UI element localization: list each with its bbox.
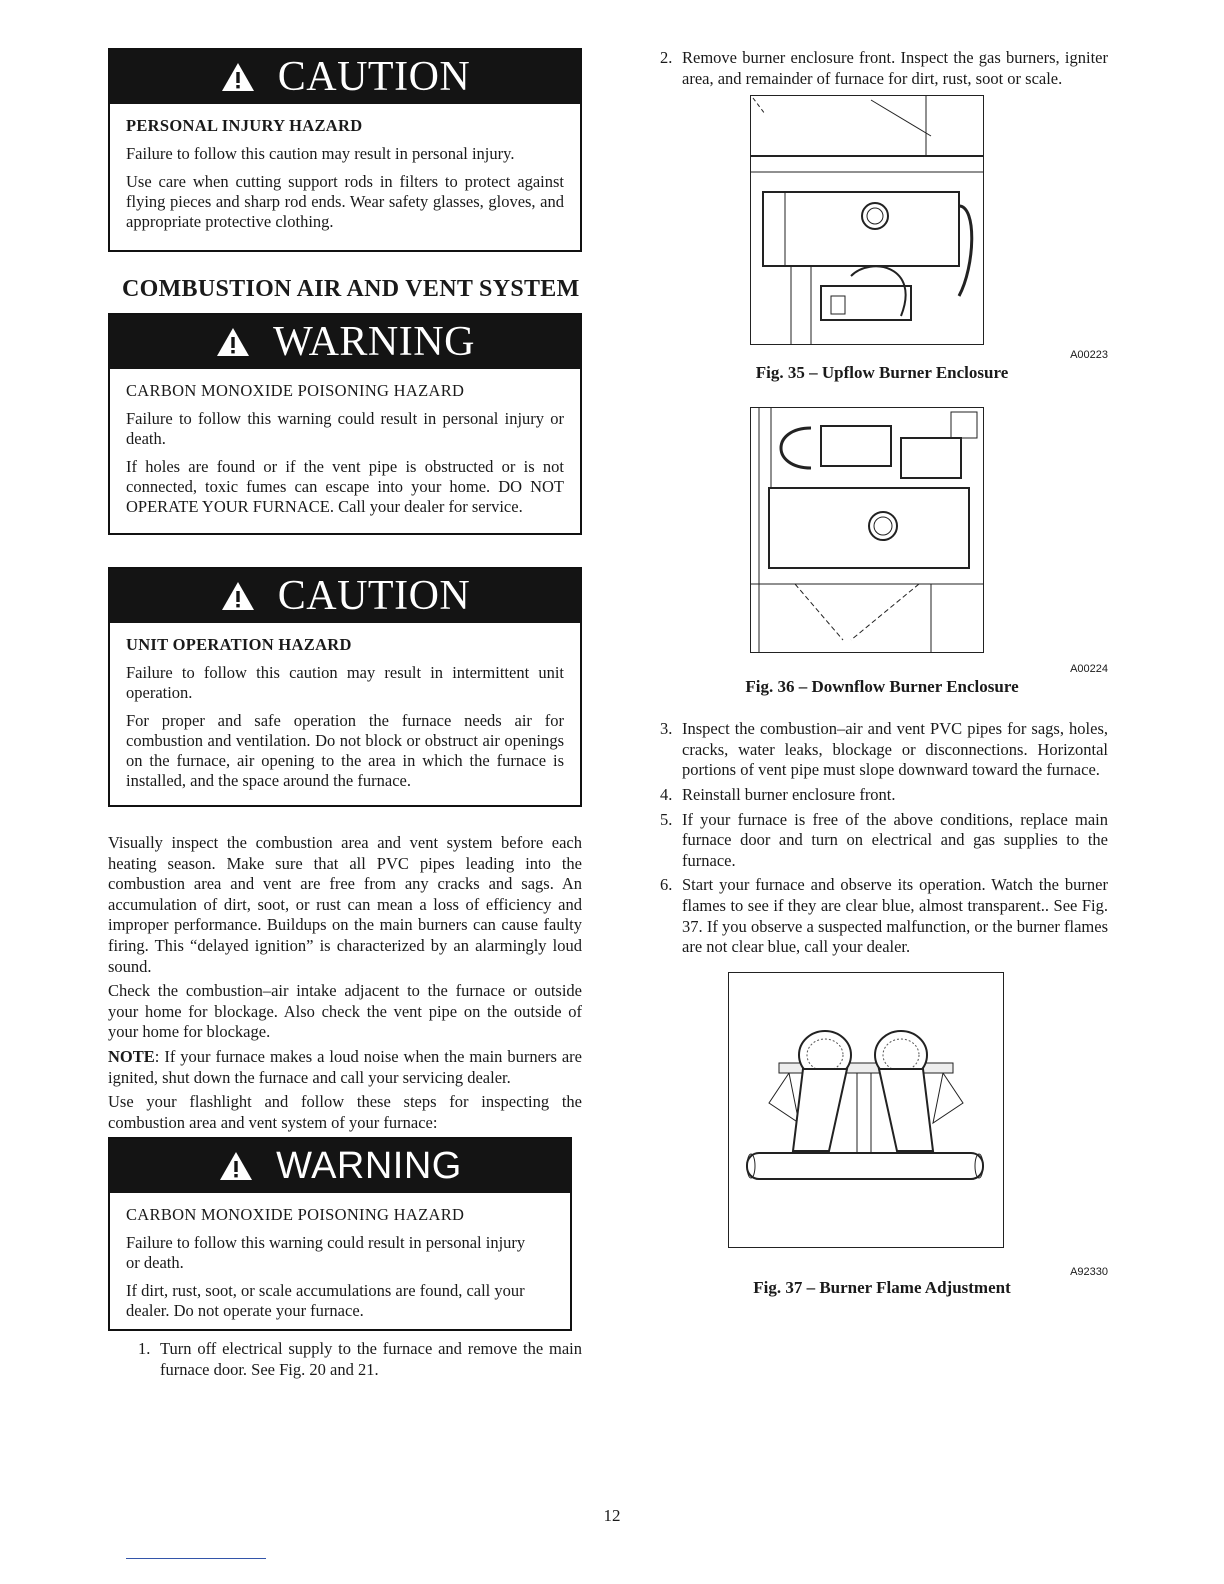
hazard-title: PERSONAL INJURY HAZARD bbox=[126, 116, 363, 135]
body-paragraph: Use your flashlight and follow these steps for inspecting the combustion area and vent system of your furnace: bbox=[108, 1092, 582, 1132]
warning-header bbox=[110, 315, 580, 369]
hazard-text: Use care when cutting support rods in filters to protect against flying pieces and sharp rod ends. Wear safety glasses, gloves, and appropriate protective clothing. bbox=[126, 172, 564, 231]
caution-header bbox=[110, 569, 580, 623]
list-item: 4. Reinstall burner enclosure front. bbox=[660, 784, 896, 804]
list-item: 3. Inspect the combustion–air and vent PVC pipes for sags, holes, cracks, water leaks, blockage or disconnections. Horizontal portions of vent pipe must slope downward toward the furnace. bbox=[660, 719, 1108, 780]
list-item: 5. If your furnace is free of the above conditions, replace main furnace door and turn on electrical and gas supplies to the furnace. bbox=[660, 809, 1108, 870]
downflow-burner-enclosure-drawing bbox=[751, 408, 983, 652]
figure-code: A00224 bbox=[1070, 663, 1108, 676]
steps-list-right-top bbox=[656, 48, 1108, 89]
section-title: COMBUSTION AIR AND VENT SYSTEM bbox=[122, 276, 580, 302]
caution-box-personal-injury bbox=[108, 48, 582, 252]
steps-list-left bbox=[108, 1339, 582, 1380]
caution-heading: CAUTION bbox=[277, 54, 471, 100]
figure-caption: Fig. 36 – Downflow Burner Enclosure bbox=[745, 677, 1019, 697]
hazard-text: Failure to follow this caution may result in personal injury. bbox=[126, 144, 515, 163]
warning-heading: WARNING bbox=[276, 1144, 462, 1187]
warning-triangle-icon bbox=[220, 580, 256, 612]
warning-triangle-icon bbox=[218, 1150, 254, 1182]
list-item: 6. Start your furnace and observe its operation. Watch the burner flames to see if they are clear blue, almost transparent.. See Fig. 37. If you observe a suspected malfunction, or the burner flames are not clear blue, call your dealer. bbox=[660, 875, 1108, 957]
body-paragraph: Check the combustion–air intake adjacent to the furnace or outside your home for blockage. Also check the vent pipe on the outside of your home for blockage. bbox=[108, 981, 582, 1042]
list-item: 1. Turn off electrical supply to the furnace and remove the main furnace door. See Fig. 20 and 21. bbox=[138, 1339, 582, 1379]
hazard-title: CARBON MONOXIDE POISONING HAZARD bbox=[126, 381, 465, 400]
list-item: 2. Remove burner enclosure front. Inspect the gas burners, igniter area, and remainder of furnace for dirt, rust, soot or scale. bbox=[660, 48, 1108, 88]
warning-triangle-icon bbox=[215, 326, 251, 358]
caution-box-unit-operation bbox=[108, 567, 582, 807]
figure-36 bbox=[656, 407, 1108, 699]
hazard-text: Failure to follow this caution may result in intermittent unit operation. bbox=[126, 663, 564, 702]
warning-heading: WARNING bbox=[273, 319, 475, 365]
warning-triangle-icon bbox=[220, 61, 256, 93]
figure-image bbox=[728, 972, 1004, 1248]
note-text: : If your furnace makes a loud noise when the main burners are ignited, shut down the furnace and call your servicing dealer. bbox=[108, 1046, 582, 1087]
page-number: 12 bbox=[603, 1506, 621, 1525]
burner-flame-drawing bbox=[729, 973, 1003, 1247]
note-paragraph bbox=[108, 1047, 582, 1088]
left-column bbox=[108, 48, 582, 1385]
hazard-text: For proper and safe operation the furnace needs air for combustion and ventilation. Do not block or obstruct air openings on the furnace, air opening to the area in which the furnace is installed, and the space around the furnace. bbox=[126, 711, 564, 790]
warning-header bbox=[110, 1139, 570, 1193]
figure-code: A92330 bbox=[1070, 1265, 1108, 1278]
body-paragraph: Visually inspect the combustion area and vent system before each heating season. Make sure that all PVC pipes leading into the combustion area and vent are free from any cracks and sags. An accumulation of dirt, soot, or rust can mean a loss of efficiency and improper performance. Buildups on the main burners can cause faulty firing. This “delayed ignition” is characterized by an alarmingly loud sound. bbox=[108, 833, 582, 976]
body-text bbox=[108, 833, 582, 1133]
hazard-title: CARBON MONOXIDE POISONING HAZARD bbox=[126, 1205, 465, 1225]
caution-header bbox=[110, 50, 580, 104]
figure-image bbox=[750, 407, 984, 653]
figure-caption: Fig. 37 – Burner Flame Adjustment bbox=[753, 1277, 1011, 1297]
hazard-text: If holes are found or if the vent pipe is obstructed or is not connected, toxic fumes can escape into your home. DO NOT OPERATE YOUR FURNACE. Call your dealer for service. bbox=[126, 457, 564, 516]
figure-37 bbox=[656, 972, 1108, 1298]
warning-box-carbon-monoxide-2 bbox=[108, 1137, 572, 1331]
warning-box-carbon-monoxide bbox=[108, 313, 582, 535]
note-label: NOTE bbox=[108, 1046, 155, 1066]
hazard-text: Failure to follow this warning could result in personal injury or death. bbox=[126, 409, 564, 448]
caution-heading: CAUTION bbox=[277, 573, 471, 619]
figure-code: A00223 bbox=[1070, 349, 1108, 362]
hazard-title: UNIT OPERATION HAZARD bbox=[126, 635, 352, 654]
upflow-burner-enclosure-drawing bbox=[751, 96, 983, 344]
figure-caption: Fig. 35 – Upflow Burner Enclosure bbox=[755, 363, 1009, 383]
footer-rule bbox=[126, 1558, 266, 1559]
hazard-text: Failure to follow this warning could result in personal injury or death. bbox=[126, 1233, 526, 1273]
figure-35 bbox=[656, 95, 1108, 385]
hazard-text: If dirt, rust, soot, or scale accumulations are found, call your dealer. Do not operate your furnace. bbox=[126, 1281, 525, 1321]
right-column bbox=[656, 48, 1108, 1298]
steps-list-right bbox=[656, 719, 1108, 958]
figure-image bbox=[750, 95, 984, 345]
